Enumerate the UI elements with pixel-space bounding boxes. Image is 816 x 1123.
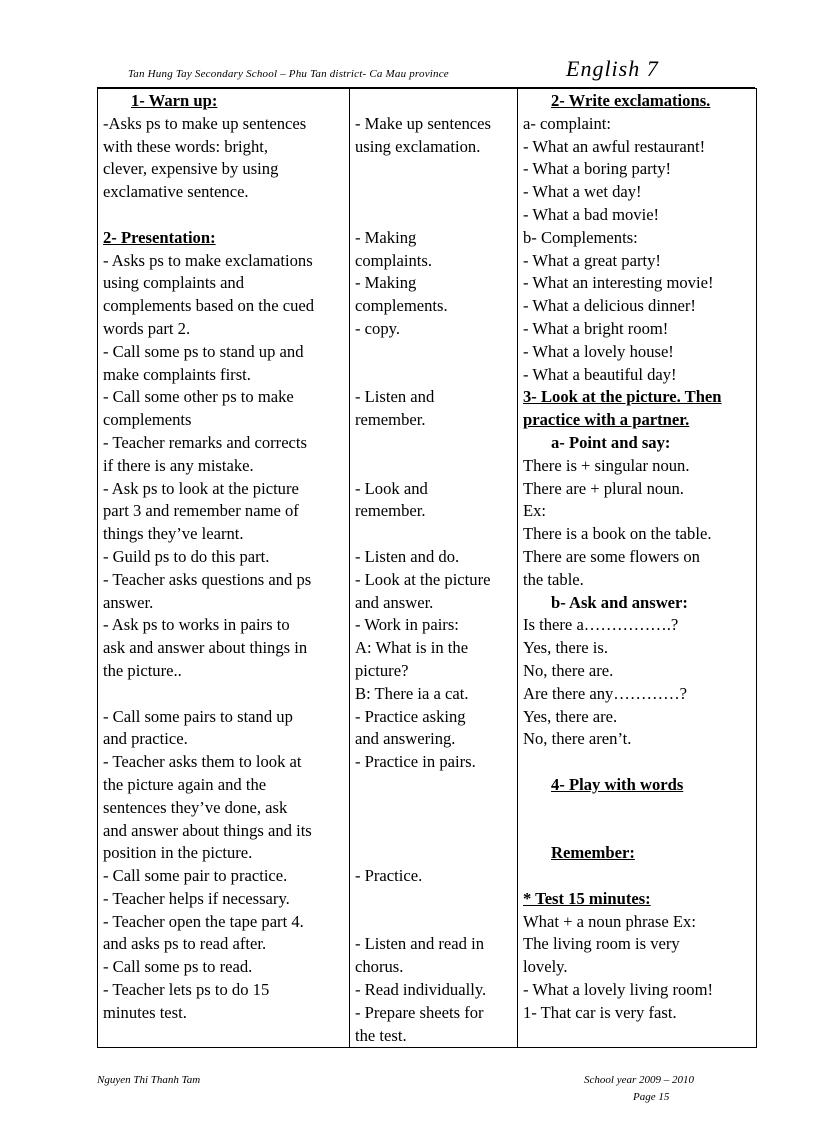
text-line: the picture.. (103, 660, 182, 680)
text-line: and answer. (355, 592, 434, 612)
page-header (128, 56, 659, 86)
text-line: There is + singular noun. (523, 455, 690, 475)
author-name: Nguyen Thi Thanh Tam (97, 1074, 201, 1086)
text-line: - Call some other ps to make (103, 387, 294, 407)
text-line: - Guild ps to do this part. (103, 546, 270, 566)
text-line: Are there any…………? (523, 683, 688, 703)
text-line: - Make up sentences (355, 113, 491, 133)
section-heading: 4- Play with words (551, 774, 684, 794)
text-line: - Look at the picture (355, 569, 491, 589)
text-line: remember. (355, 501, 426, 521)
text-line (523, 751, 751, 774)
text-line: - Call some ps to read. (103, 957, 253, 977)
text-line: - What a bad movie! (523, 204, 660, 224)
text-line (355, 432, 512, 455)
text-line: the table. (523, 569, 584, 589)
text-line: - Teacher asks questions and ps (103, 569, 312, 589)
text-line (103, 204, 344, 227)
text-line: - What a boring party! (523, 159, 672, 179)
text-line (355, 842, 512, 865)
text-line (103, 683, 344, 706)
section-heading: Remember: (551, 843, 635, 863)
text-line: words part 2. (103, 318, 191, 338)
text-line: - Ask ps to look at the picture (103, 478, 299, 498)
text-line (355, 181, 512, 204)
text-line: a- complaint: (523, 113, 612, 133)
text-line: and asks ps to read after. (103, 934, 267, 954)
text-line: - What an interesting movie! (523, 273, 714, 293)
student-activities-column (350, 89, 518, 1048)
text-line: minutes test. (103, 1002, 187, 1022)
text-line: position in the picture. (103, 843, 253, 863)
text-line: - Teacher helps if necessary. (103, 888, 290, 908)
text-line (355, 774, 512, 797)
text-line: - Asks ps to make exclamations (103, 250, 313, 270)
text-line: -Asks ps to make up sentences (103, 113, 307, 133)
text-line: - Work in pairs: (355, 615, 459, 635)
section-heading: 2- Write exclamations. (551, 91, 711, 110)
text-line: sentences they’ve done, ask (103, 797, 288, 817)
text-line: - Teacher remarks and corrects (103, 432, 307, 452)
section-heading: 3- Look at the picture. Then (523, 387, 722, 407)
text-line (523, 820, 751, 843)
text-line: - Practice. (355, 866, 423, 886)
text-line: There are some flowers on (523, 546, 700, 566)
text-line: remember. (355, 410, 426, 430)
text-line: No, there aren’t. (523, 729, 632, 749)
text-line (355, 797, 512, 820)
text-line: - copy. (355, 318, 401, 338)
text-line (355, 90, 512, 113)
text-line: - What a beautiful day! (523, 364, 677, 384)
text-line: and answer about things and its (103, 820, 312, 840)
text-line: using exclamation. (355, 136, 481, 156)
text-line: answer. (103, 592, 154, 612)
text-line: - Teacher open the tape part 4. (103, 911, 304, 931)
text-line: Is there a…………….? (523, 615, 679, 635)
text-line: make complaints first. (103, 364, 251, 384)
text-line (355, 911, 512, 934)
subject-label: English 7 (566, 56, 659, 81)
text-line: - Teacher asks them to look at (103, 752, 302, 772)
text-line (355, 204, 512, 227)
text-line: - What a bright room! (523, 318, 669, 338)
text-line: - What a delicious dinner! (523, 296, 696, 316)
text-line: There is a book on the table. (523, 524, 712, 544)
text-line (355, 341, 512, 364)
text-line (355, 820, 512, 843)
text-line: The living room is very (523, 934, 680, 954)
page-number: Page 15 (633, 1091, 670, 1103)
text-line: 1- That car is very fast. (523, 1002, 677, 1022)
text-line: - Making (355, 273, 417, 293)
text-line: and answering. (355, 729, 456, 749)
text-line: - Practice asking (355, 706, 466, 726)
text-line: exclamative sentence. (103, 182, 249, 202)
text-line: lovely. (523, 957, 568, 977)
lesson-content-column (518, 89, 757, 1048)
text-line: - Listen and (355, 387, 435, 407)
text-line: - Read individually. (355, 980, 487, 1000)
text-line: What + a noun phrase Ex: (523, 911, 696, 931)
text-line: - What an awful restaurant! (523, 136, 706, 156)
text-line (355, 523, 512, 546)
text-line: There are + plural noun. (523, 478, 684, 498)
text-line: B: There ia a cat. (355, 683, 469, 703)
text-line: complements. (355, 296, 448, 316)
section-heading: 1- Warn up: (131, 91, 218, 110)
text-line (523, 865, 751, 888)
text-line: A: What is in the (355, 638, 469, 658)
text-line: if there is any mistake. (103, 455, 254, 475)
table-row (98, 89, 757, 1048)
text-line: Ex: (523, 501, 547, 521)
text-line (523, 797, 751, 820)
text-line: b- Complements: (523, 227, 638, 247)
text-line: - Listen and do. (355, 546, 460, 566)
text-line (355, 455, 512, 478)
text-line: chorus. (355, 957, 404, 977)
text-line: using complaints and (103, 273, 245, 293)
text-line: the picture again and the (103, 774, 267, 794)
sub-heading: b- Ask and answer: (551, 592, 688, 612)
text-line: - What a great party! (523, 250, 661, 270)
text-line (355, 888, 512, 911)
teacher-activities-column (98, 89, 350, 1048)
text-line: ask and answer about things in (103, 638, 308, 658)
text-line: Yes, there are. (523, 706, 618, 726)
text-line: and practice. (103, 729, 188, 749)
text-line: No, there are. (523, 660, 614, 680)
text-line: - Listen and read in (355, 934, 485, 954)
text-line: clever, expensive by using (103, 159, 279, 179)
text-line: - What a wet day! (523, 182, 642, 202)
text-line: with these words: bright, (103, 136, 268, 156)
text-line: - Call some ps to stand up and (103, 341, 304, 361)
school-name: Tan Hung Tay Secondary School – Phu Tan district- Ca Mau province (128, 68, 449, 80)
sub-heading: a- Point and say: (551, 432, 671, 452)
text-line (355, 158, 512, 181)
text-line: - Call some pair to practice. (103, 866, 288, 886)
text-line: - Making (355, 227, 417, 247)
text-line (355, 364, 512, 387)
text-line: the test. (355, 1025, 407, 1045)
text-line: - Prepare sheets for (355, 1002, 484, 1022)
text-line: - What a lovely house! (523, 341, 674, 361)
text-line: - Call some pairs to stand up (103, 706, 293, 726)
section-heading: 2- Presentation: (103, 227, 216, 247)
school-year: School year 2009 – 2010 (584, 1074, 694, 1086)
section-heading: * Test 15 minutes: (523, 888, 651, 908)
lesson-plan-table (97, 88, 757, 1048)
text-line: - Practice in pairs. (355, 752, 476, 772)
text-line: things they’ve learnt. (103, 524, 244, 544)
text-line: - What a lovely living room! (523, 980, 714, 1000)
text-line: complements based on the cued (103, 296, 315, 316)
text-line: - Look and (355, 478, 428, 498)
text-line: picture? (355, 660, 409, 680)
text-line: Yes, there is. (523, 638, 608, 658)
text-line: part 3 and remember name of (103, 501, 299, 521)
text-line: - Teacher lets ps to do 15 (103, 980, 270, 1000)
section-heading: practice with a partner. (523, 410, 690, 430)
text-line: complaints. (355, 250, 432, 270)
text-line: - Ask ps to works in pairs to (103, 615, 290, 635)
text-line: complements (103, 410, 192, 430)
